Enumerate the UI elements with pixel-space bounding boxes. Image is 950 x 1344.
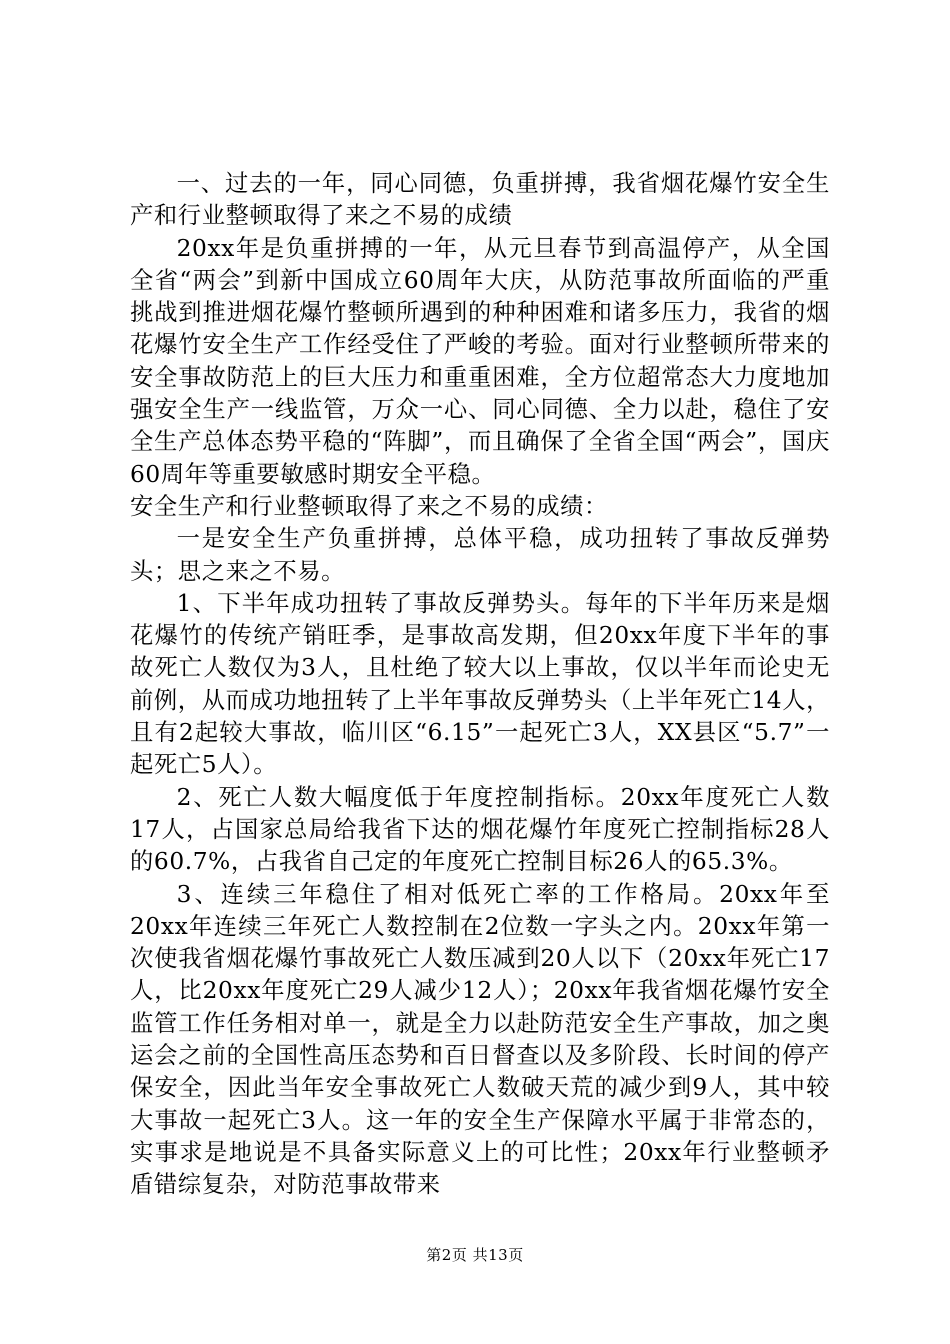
page-number-footer: 第2页 共13页 (426, 1246, 524, 1264)
document-body (130, 168, 830, 1202)
body-paragraph: 20xx年是负重拼搏的一年，从元旦春节到高温停产，从全国全省“两会”到新中国成立60周年大庆，从防范事故所面临的严重挑战到推进烟花爆竹整顿所遇到的种种困难和诸多压力，我省的烟花爆竹安全生产工作经受住了严峻的考验。面对行业整顿所带来的安全事故防范上的巨大压力和重重困难，全方位超常态大力度地加强安全生产一线监管，万众一心、同心同德、全力以赴，稳住了安全生产总体态势平稳的“阵脚”，而且确保了全省全国“两会”，国庆60周年等重要敏感时期安全平稳。 (130, 234, 830, 488)
section-heading: 一、过去的一年，同心同德，负重拼搏，我省烟花爆竹安全生产和行业整顿取得了来之不易的成绩 (130, 170, 830, 230)
body-paragraph: 一是安全生产负重拼搏，总体平稳，成功扭转了事故反弹势头；思之来之不易。 (130, 525, 830, 585)
body-paragraph: 3、连续三年稳住了相对低死亡率的工作格局。20xx年至20xx年连续三年死亡人数控制在2位数一字头之内。20xx年第一次使我省烟花爆竹事故死亡人数压减到20人以下（20xx年死亡17人，比20xx年度死亡29人减少12人）；20xx年我省烟花爆竹安全监管工作任务相对单一，就是全力以赴防范安全生产事故，加之奥运会之前的全国性高压态势和百日督查以及多阶段、长时间的停产保安全，因此当年安全事故死亡人数破天荒的减少到9人，其中较大事故一起死亡3人。这一年的安全生产保障水平属于非常态的，实事求是地说是不具备实际意义上的可比性；20xx年行业整顿矛盾错综复杂，对防范事故带来 (130, 880, 830, 1199)
body-paragraph: 1、下半年成功扭转了事故反弹势头。每年的下半年历来是烟花爆竹的传统产销旺季，是事故高发期，但20xx年度下半年的事故死亡人数仅为3人，且杜绝了较大以上事故，仅以半年而论史无前例，从而成功地扭转了上半年事故反弹势头（上半年死亡14人，且有2起较大事故，临川区“6.15”一起死亡3人，XX县区“5.7”一起死亡5人）。 (130, 589, 830, 779)
body-paragraph: 安全生产和行业整顿取得了来之不易的成绩： (130, 492, 608, 520)
body-paragraph: 2、死亡人数大幅度低于年度控制指标。20xx年度死亡人数17人，占国家总局给我省下达的烟花爆竹年度死亡控制指标28人的60.7%，占我省自己定的年度死亡控制目标26人的65.3%。 (130, 783, 830, 876)
